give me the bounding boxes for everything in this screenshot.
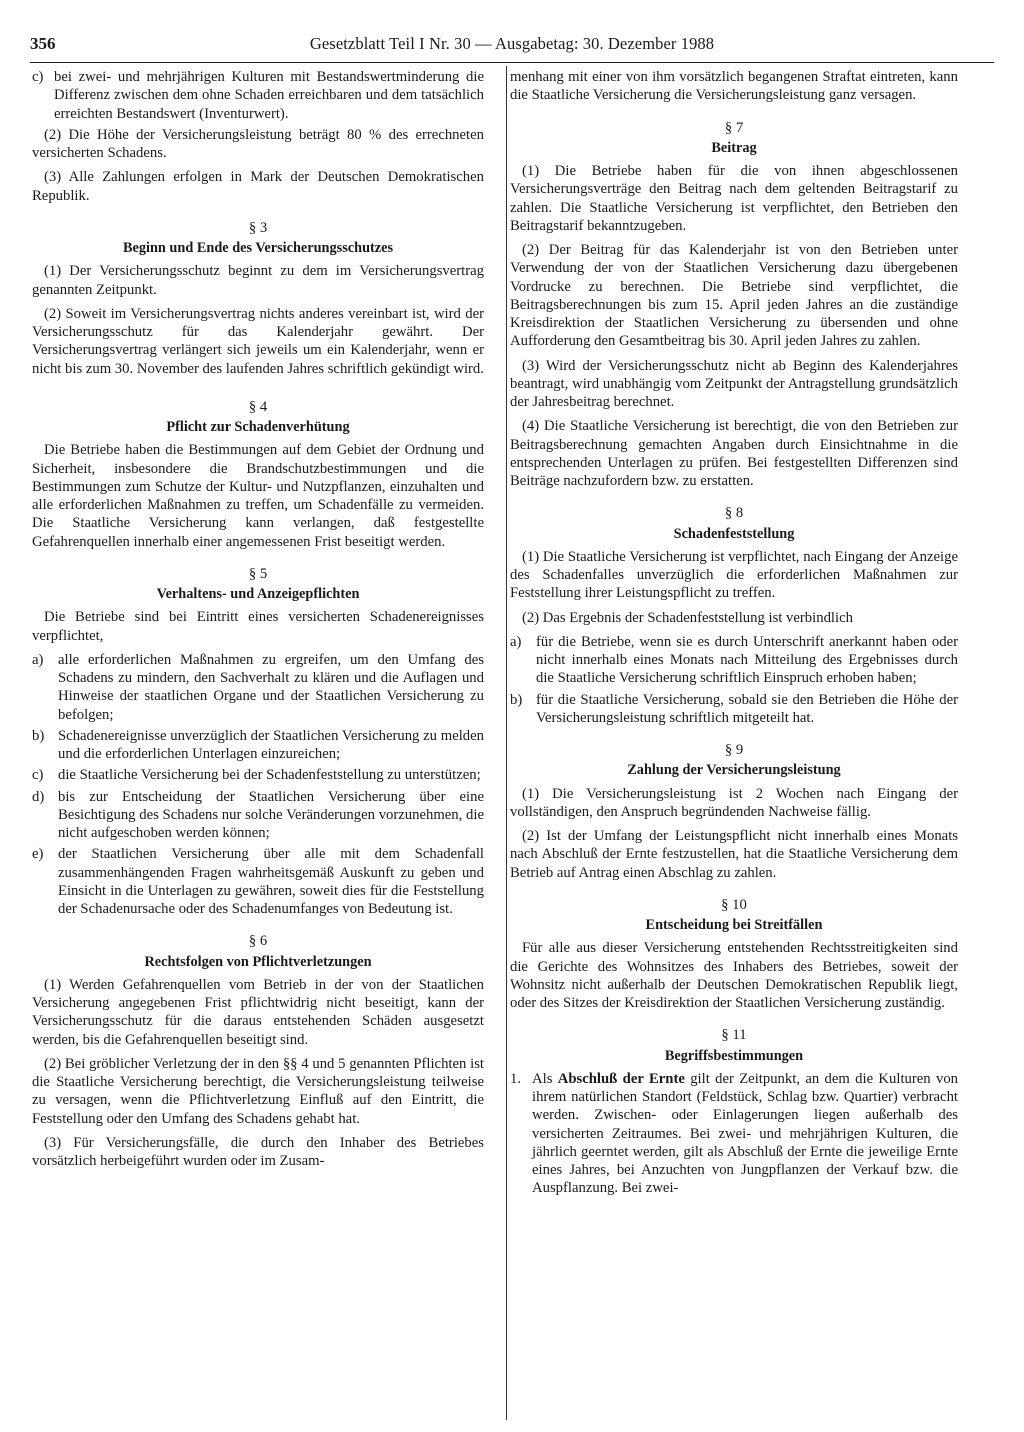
item-text: der Staatlichen Versicherung über alle mit dem Schadenfall zusammenhängenden Fragen wahrheitsgemäß Auskunft zu geben und Einsicht in die Unterlagen zu gewähren, soweit dies für die Feststellung der Schadenursache oder des Schadenumfanges von Bedeutung ist. <box>58 846 484 917</box>
item-label: e) <box>32 846 44 863</box>
item-text: bei zwei- und mehrjährigen Kulturen mit Bestandswertminderung die Differenz zwischen dem ohne Schaden erreichbaren und dem tatsächlich erreichten Bestandswert (Inventurwert). <box>54 69 484 122</box>
paragraph: Für alle aus dieser Versicherung entstehenden Rechtsstreitigkeiten sind die Gerichte des Wohnsitzes des Inhabers des Betriebes, soweit der Wohnsitz nicht außerhalb der Deutschen Demokratischen Republik liegt, oder des Sitzes der Kreisdirektion der Staatlichen Versicherung zuständig. <box>510 940 958 1011</box>
item-text: für die Betriebe, wenn sie es durch Unterschrift anerkannt haben oder nicht innerhalb eines Monats nach Mitteilung des Ergebnisses durch die Staatliche Versicherung schriftlich Einspruch erhoben haben; <box>536 633 958 687</box>
section-title: Beginn und Ende des Versicherungsschutzes <box>122 240 394 256</box>
list-item <box>510 691 958 728</box>
section-number: § 9 <box>724 742 744 758</box>
list-item <box>32 766 484 784</box>
section-number: § 4 <box>248 398 268 415</box>
defined-term: Abschluß der Ernte <box>557 1070 685 1087</box>
item-label: c) <box>32 69 44 85</box>
list-item <box>32 788 484 843</box>
paragraph: (1) Werden Gefahrenquellen vom Betrieb in der von der Staatlichen Versicherung angegebenen Frist pflichtwidrig nicht beseitigt, kann der Versicherungsschutz für die daraus entstehenden Schäden ausgesetzt werden, bis die Gefahrenquellen beseitigt sind. <box>32 976 484 1048</box>
section-title: Zahlung der Versicherungsleistung <box>627 762 841 779</box>
item-label: b) <box>32 727 45 744</box>
section-number: § 6 <box>248 933 268 950</box>
item-text: die Staatliche Versicherung bei der Schadenfeststellung zu unterstützen; <box>58 767 481 784</box>
section-title: Entscheidung bei Streitfällen <box>645 917 823 933</box>
paragraph: (2) Das Ergebnis der Schadenfeststellung ist verbindlich <box>522 609 853 626</box>
list-item <box>32 68 484 123</box>
section-title: Rechtsfolgen von Pflichtverletzungen <box>144 953 372 970</box>
item-label: d) <box>32 788 45 805</box>
paragraph: (1) Die Staatliche Versicherung ist verpflichtet, nach Eingang der Anzeige des Schadenfalles unverzüglich die erforderlichen Maßnahmen zur Feststellung ihrer Leistungspflicht zu treffen. <box>510 548 958 602</box>
paragraph: (2) Bei gröblicher Verletzung der in den §§ 4 und 5 genannten Pflichten ist die Staatliche Versicherung berechtigt, die Versicherungsleistung teilweise zu versagen, wenn die Pflichtverletzung Einfluß auf den Eintritt, die Feststellung oder den Umfang des Schadens gehabt hat. <box>32 1055 484 1127</box>
section-title: Pflicht zur Schadenverhütung <box>166 419 350 435</box>
item-text: bis zur Entscheidung der Staatlichen Versicherung über eine Besichtigung des Schadens nur solche Veränderungen vorzunehmen, die nicht aufgeschoben werden können; <box>58 788 484 841</box>
section-number: § 7 <box>724 119 744 136</box>
section-title: Beitrag <box>711 139 757 156</box>
paragraph: (2) Die Höhe der Versicherungsleistung beträgt 80 % des errechneten versicherten Schadens. <box>32 126 484 161</box>
item-text: für die Staatliche Versicherung, sobald sie den Betrieben die Höhe der Versicherungsleistung schriftlich mitgeteilt hat. <box>536 691 958 726</box>
item-label: a) <box>32 651 44 668</box>
section-title: Begriffsbestimmungen <box>664 1047 804 1064</box>
list-item <box>32 651 484 724</box>
item-label: a) <box>510 633 522 650</box>
page-header <box>30 34 994 58</box>
item-label: c) <box>32 767 44 784</box>
item-label: b) <box>510 691 523 708</box>
paragraph: (1) Die Betriebe haben für die von ihnen abgeschlossenen Versicherungsverträge den Beitrag nach dem geltenden Beitragstarif zu zahlen. Die Staatliche Versicherung ist verpflichtet, den Betrieben den Beitragstarif bekanntzugeben. <box>510 163 958 234</box>
item-label: 1. <box>510 1070 522 1087</box>
section-number: § 3 <box>248 219 268 236</box>
paragraph: Die Betriebe sind bei Eintritt eines versicherten Schadenereignisses verpflichtet, <box>32 609 484 644</box>
section-number: § 10 <box>721 896 747 913</box>
paragraph: menhang mit einer von ihm vorsätzlich begangenen Straftat eintreten, kann die Staatliche Versicherung die Versicherungsleistung ganz versagen. <box>510 69 958 104</box>
list-item <box>510 1070 958 1198</box>
paragraph: (1) Die Versicherungsleistung ist 2 Wochen nach Eingang der vollständigen, den Anspruch begründenden Nachweise fällig. <box>510 785 958 820</box>
term-intro: Als <box>532 1070 553 1087</box>
paragraph: (3) Wird der Versicherungsschutz nicht ab Beginn des Kalenderjahres beantragt, wird unabhängig vom Zeitpunkt der Antragstellung grundsätzlich der Jahresbeitrag berechnet. <box>510 357 958 410</box>
page-number: 356 <box>30 34 56 53</box>
paragraph: (4) Die Staatliche Versicherung ist berechtigt, die von den Betrieben zur Beitragsberechnung gemachten Angaben durch Einsichtnahme in die entsprechenden Unterlagen zu prüfen. Bei festgestellten Differenzen sind Beiträge nachzufordern bzw. zu erstatten. <box>510 418 958 489</box>
item-text <box>532 1070 958 1198</box>
section-title: Schadenfeststellung <box>673 525 795 542</box>
list-item <box>32 845 484 918</box>
paragraph: (3) Alle Zahlungen erfolgen in Mark der Deutschen Demokratischen Republik. <box>32 169 484 204</box>
item-text: Schadenereignisse unverzüglich der Staatlichen Versicherung zu melden und die erforderlichen Unterlagen einzureichen; <box>58 727 484 762</box>
left-column <box>32 68 484 1176</box>
definition-text: gilt der Zeitpunkt, an dem die Kulturen von ihrem natürlichen Standort (Feldstück, Schlag bzw. Quartier) verbracht werden. Zwischen- oder Einlagerungen liegen außerhalb des versicherten Zeitraumes. Bei zwei- und mehrjährigen Kulturen, die jährlich geerntet werden, gilt als Abschluß der Ernte die jeweilige Ernte eines Jahres, bei Anzuchten von Jungpflanzen der Verkauf bzw. die Auspflanzung. Bei zwei- <box>532 1070 959 1197</box>
paragraph: Die Betriebe haben die Bestimmungen auf dem Gebiet der Ordnung und Sicherheit, insbesondere die Brandschutzbestimmungen und die Bestimmungen zum Schutze der Kultur- und Nutzpflanzen, einzuhalten und alle erforderlichen Maßnahmen zu treffen, um Schadenfälle zu vermeiden. Die Staatliche Versicherung kann verlangen, daß festgestellte Gefahrenquellen innerhalb einer angemessenen Frist beseitigt werden. <box>32 442 484 550</box>
paragraph: (3) Für Versicherungsfälle, die durch den Inhaber des Betriebes vorsätzlich herbeigeführt wurden oder im Zusam- <box>32 1134 484 1169</box>
item-text: alle erforderlichen Maßnahmen zu ergreifen, um den Umfang des Schadens zu mindern, den Sachverhalt zu klären und die Auflagen und Hinweise der staatlichen Organe und der Staatlichen Versicherung zu befolgen; <box>58 651 484 723</box>
list-item <box>32 727 484 764</box>
list-item <box>510 633 958 688</box>
header-title: Gesetzblatt Teil I Nr. 30 — Ausgabetag: 30. Dezember 1988 <box>309 34 715 53</box>
right-column <box>510 68 958 1201</box>
paragraph: (2) Ist der Umfang der Leistungspflicht nicht innerhalb eines Monats nach Abschluß der Ernte festzustellen, hat die Staatliche Versicherung dem Betrieb auf Antrag einen Abschlag zu zahlen. <box>510 828 958 881</box>
section-number: § 8 <box>724 505 744 522</box>
paragraph: (2) Der Beitrag für das Kalenderjahr ist von den Betrieben unter Verwendung der von der Staatlichen Versicherung dazu übergebenen Vordrucke zu berechnen. Die Betriebe sind verpflichtet, die Beitragsberechnungen bis zum 15. April jeden Jahres an die zuständige Kreisdirektion der Staatlichen Versicherung zu übersenden und ohne Aufforderung den Gesamtbeitrag bis 30. April jeden Jahres zu zahlen. <box>510 242 958 350</box>
paragraph: (1) Der Versicherungsschutz beginnt zu dem im Versicherungsvertrag genannten Zeitpunkt. <box>32 263 484 298</box>
header-rule <box>30 62 994 63</box>
column-divider <box>506 66 507 1420</box>
section-title: Verhaltens- und Anzeigepflichten <box>156 586 360 602</box>
section-number: § 5 <box>248 565 268 582</box>
paragraph: (2) Soweit im Versicherungsvertrag nichts anderes vereinbart ist, wird der Versicherungsschutz für das Kalenderjahr gewährt. Der Versicherungsvertrag verlängert sich jeweils um ein Kalenderjahr, wenn er nicht bis zum 30. November des laufenden Jahres schriftlich gekündigt wird. <box>32 305 484 377</box>
section-number: § 11 <box>721 1027 747 1044</box>
